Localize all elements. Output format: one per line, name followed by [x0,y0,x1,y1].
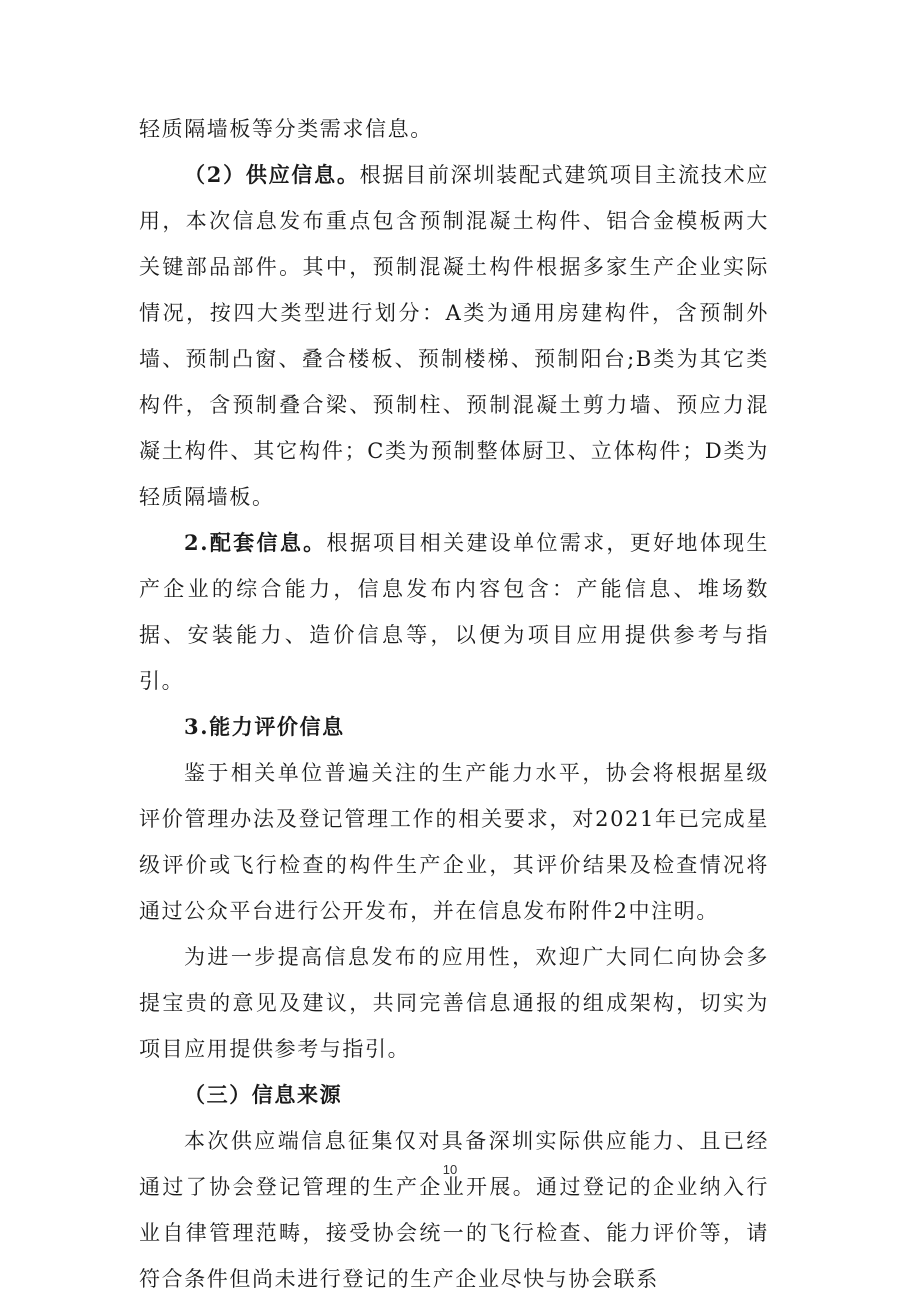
page-number: 10 [442,1162,458,1177]
paragraph-lead-supporting: 2.配套信息。 [184,530,327,555]
paragraph-supply-info [139,152,769,520]
section-heading-source: （三）信息来源 [184,1082,343,1107]
paragraph-feedback: 为进一步提高信息发布的应用性，欢迎广大同仁向协会多提宝贵的意见及建议，共同完善信息通报的组成架构，切实为项目应用提供参考与指引。 [139,945,769,1061]
paragraph-continuation: 轻质隔墙板等分类需求信息。 [139,117,433,141]
paragraph-lead-supply: （2）供应信息。 [184,162,360,187]
paragraph-capability: 鉴于相关单位普遍关注的生产能力水平，协会将根据星级评价管理办法及登记管理工作的相关要求，对2021年已完成星级评价或飞行检查的构件生产企业，其评价结果及检查情况将通过公众平台进行公开发布，并在信息发布附件2中注明。 [139,761,769,923]
paragraph-body-supply: 根据目前深圳装配式建筑项目主流技术应用，本次信息发布重点包含预制混凝土构件、铝合金模板两大关键部品部件。其中，预制混凝土构件根据多家生产企业实际情况，按四大类型进行划分：A类为通用房建构件，含预制外墙、预制凸窗、叠合楼板、预制楼梯、预制阳台;B类为其它类构件，含预制叠合梁、预制柱、预制混凝土剪力墙、预应力混凝土构件、其它构件；C类为预制整体厨卫、立体构件；D类为轻质隔墙板。 [139,163,769,509]
paragraph-source: 本次供应端信息征集仅对具备深圳实际供应能力、且已经通过了协会登记管理的生产企业开展。通过登记的企业纳入行业自律管理范畴，接受协会统一的飞行检查、能力评价等，请符合条件但尚未进行登记的生产企业尽快与协会联系 [139,1129,769,1291]
paragraph-supporting-info [139,520,769,704]
paragraph-body-supporting: 根据项目相关建设单位需求，更好地体现生产企业的综合能力，信息发布内容包含：产能信息、堆场数据、安装能力、造价信息等，以便为项目应用提供参考与指引。 [139,531,769,693]
section-heading-capability: 3.能力评价信息 [184,714,345,739]
document-body [139,106,769,1302]
